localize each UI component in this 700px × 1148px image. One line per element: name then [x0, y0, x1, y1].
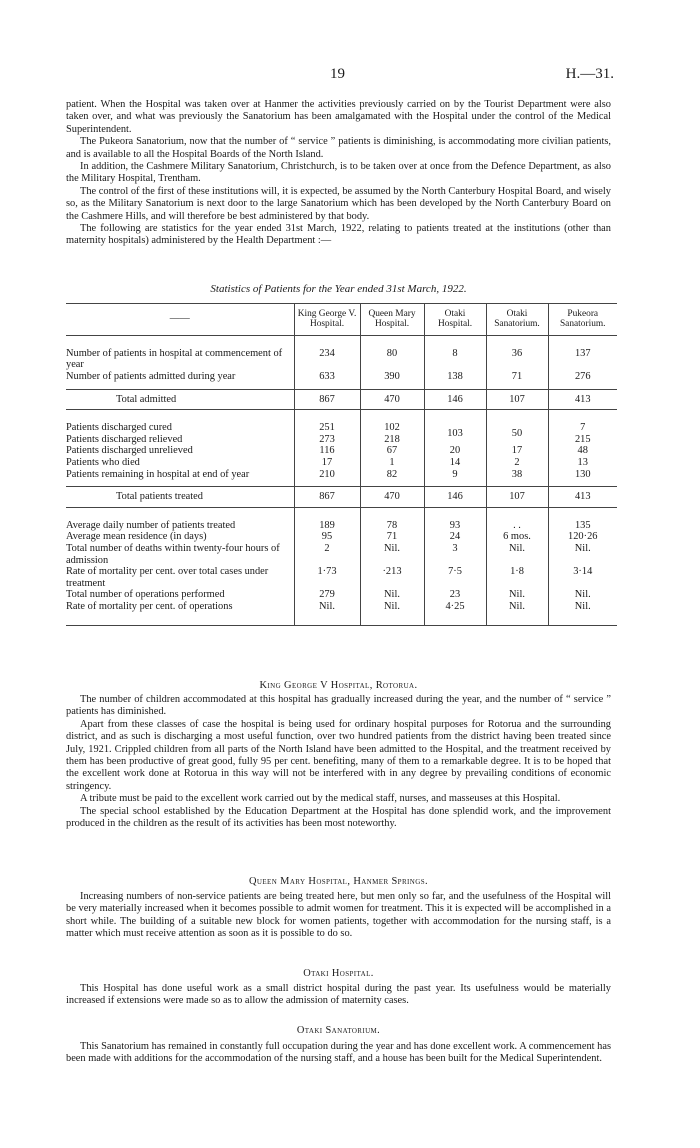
- column-header: Otaki Sanatorium.: [486, 304, 548, 336]
- cell: 20: [424, 445, 486, 457]
- cell: 116: [294, 445, 360, 457]
- section-text: [66, 694, 611, 830]
- table-row: [66, 531, 617, 543]
- cell: 867: [294, 389, 360, 410]
- row-label: Patients discharged relieved: [66, 433, 183, 445]
- cell: 93: [424, 520, 486, 532]
- table-corner: ——: [169, 313, 190, 325]
- cell: 8: [424, 348, 486, 371]
- row-label: Patients remaining in hospital at end of year: [66, 468, 250, 480]
- section-heading: King George V Hospital, Rotorua.: [259, 680, 418, 691]
- paragraph: The following are statistics for the year ended 31st March, 1922, relating to patients treated at the institutions (other than maternity hospitals) administered by the Health Department :—: [66, 223, 611, 247]
- table-row: [66, 422, 617, 434]
- cell: 1·73: [294, 566, 360, 589]
- cell: 390: [360, 371, 424, 389]
- paragraph: A tribute must be paid to the excellent work carried out by the medical staff, nurses, and masseuses at this Hospital.: [80, 793, 561, 805]
- table-row: [66, 469, 617, 487]
- column-header: Queen Mary Hospital.: [360, 304, 424, 336]
- cell: 146: [424, 487, 486, 508]
- table-row: [66, 348, 617, 371]
- table-caption: Statistics of Patients for the Year ended 31st March, 1922.: [210, 283, 467, 295]
- row-label: Patients who died: [66, 456, 140, 468]
- cell: . .: [486, 520, 548, 532]
- cell: Nil.: [360, 601, 424, 613]
- cell: 215: [548, 434, 617, 446]
- cell: 9: [424, 469, 486, 487]
- cell: 210: [294, 469, 360, 487]
- paragraph: patient. When the Hospital was taken over at Hanmer the activities previously carried on by the Tourist Department were also taken over, and what was previously the Sanatorium has been amalgamated with the Hospital under the control of the Medical Superintendent.: [66, 99, 611, 135]
- paragraph: Increasing numbers of non-service patients are being treated here, but men only so far, and the usefulness of the Hospital will be very materially increased when it becomes possible to admit women for treatment. This it is expected will be accomplished in a short while. The building of a suitable new block for women patients, together with accommodation for the nursing staff, is a matter which must receive attention as soon as it is possible to do so.: [66, 891, 611, 940]
- row-label: Rate of mortality per cent. of operations: [66, 600, 233, 612]
- cell: 135: [548, 520, 617, 532]
- paragraph: The special school established by the Education Department at the Hospital has done splendid work, and the improvement produced in the children as the result of its activities has been most noteworthy.: [66, 805, 611, 830]
- table-row: [66, 445, 617, 457]
- cell: 71: [486, 371, 548, 389]
- cell: 146: [424, 389, 486, 410]
- cell: 413: [548, 487, 617, 508]
- cell: Nil.: [486, 589, 548, 601]
- cell: 50: [486, 422, 548, 445]
- paragraph: This Hospital has done useful work as a small district hospital during the past year. Its usefulness would be materially increased if extensions were made so as to allow the admission of maternity cases.: [66, 983, 611, 1007]
- row-label: Rate of mortality per cent. over total cases under treatment: [66, 566, 269, 589]
- cell: Nil.: [294, 601, 360, 613]
- cell: 102: [360, 422, 424, 434]
- cell: 234: [294, 348, 360, 371]
- row-label: Average daily number of patients treated: [66, 519, 236, 531]
- cell: Nil.: [360, 589, 424, 601]
- cell: 867: [294, 487, 360, 508]
- cell: Nil.: [548, 543, 617, 566]
- row-label: Patients discharged cured: [66, 422, 172, 434]
- cell: 3: [424, 543, 486, 566]
- cell: 14: [424, 457, 486, 469]
- table-row-total: [66, 389, 617, 410]
- paragraph: In addition, the Cashmere Military Sanatorium, Christchurch, is to be taken over at once from the Defence Department, as also the Military Hospital, Trentham.: [66, 161, 611, 185]
- paragraph: Apart from these classes of case the hospital is being used for ordinary hospital purposes for Rotorua and the surrounding district, and as such is discharging a most useful function, over two hundred patients from the district having been treated since July, 1921. Crippled children from all parts of the North Island have been admitted to the Hospital, and the treatment received by them has been productive of great good, fully 95 per cent. benefiting, many of them to a remarkable degree. It is to be hoped that the excellent work done at Rotorua in this way will not be interfered with in any degree by prevailing conditions of economic stringency.: [66, 718, 611, 792]
- paragraph: The control of the first of these institutions will, it is expected, be assumed by the North Canterbury Hospital Board, and wisely so, as the Military Sanatorium is next door to the large Sanatorium which has been developed by the North Canterbury Board on the Cashmere Hills, and will therefore be best administered by that body.: [66, 185, 611, 222]
- cell: Nil.: [548, 601, 617, 613]
- cell: 2: [294, 543, 360, 566]
- paragraph: The Pukeora Sanatorium, now that the number of “ service ” patients is diminishing, is accommodating more civilian patients, and is available to all the Hospital Boards of the North Island.: [66, 136, 611, 160]
- section-heading: Otaki Hospital.: [303, 968, 374, 979]
- cell: 71: [360, 531, 424, 543]
- cell: 78: [360, 520, 424, 532]
- table-row: [66, 543, 617, 566]
- section-heading: Otaki Sanatorium.: [296, 1025, 381, 1036]
- cell: 633: [294, 371, 360, 389]
- cell: 7·5: [424, 566, 486, 589]
- cell: 120·26: [548, 531, 617, 543]
- cell: 413: [548, 389, 617, 410]
- cell: 251: [294, 422, 360, 434]
- row-label: Total admitted: [66, 389, 294, 410]
- cell: 2: [486, 457, 548, 469]
- section-heading: Queen Mary Hospital, Hanmer Springs.: [249, 876, 428, 887]
- table-row: [66, 566, 617, 589]
- table-row-total: [66, 487, 617, 508]
- cell: 6 mos.: [486, 531, 548, 543]
- intro-text: [66, 99, 611, 248]
- table-row: [66, 589, 617, 601]
- cell: 279: [294, 589, 360, 601]
- section-text: [66, 891, 611, 941]
- row-label: Patients discharged unrelieved: [66, 445, 193, 457]
- cell: 4·25: [424, 601, 486, 613]
- cell: 38: [486, 469, 548, 487]
- cell: 7: [548, 422, 617, 434]
- cell: 470: [360, 487, 424, 508]
- table-row: [66, 520, 617, 532]
- cell: ·213: [360, 566, 424, 589]
- paragraph: This Sanatorium has remained in constantly full occupation during the year and has done excellent work. A commencement has been made with additions for the accommodation of the nursing staff, and a house has been built for the Medical Superintendent.: [66, 1041, 611, 1065]
- cell: 17: [486, 445, 548, 457]
- statistics-table: [66, 303, 617, 626]
- cell: 13: [548, 457, 617, 469]
- cell: Nil.: [486, 543, 548, 566]
- cell: 130: [548, 469, 617, 487]
- cell: 3·14: [548, 566, 617, 589]
- section-text: [66, 983, 611, 1008]
- row-label: Total number of operations performed: [66, 589, 225, 601]
- cell: 189: [294, 520, 360, 532]
- cell: 95: [294, 531, 360, 543]
- table-row: [66, 601, 617, 613]
- cell: 48: [548, 445, 617, 457]
- cell: Nil.: [548, 589, 617, 601]
- table-row: [66, 457, 617, 469]
- row-label: Number of patients in hospital at commencement of year: [66, 347, 283, 371]
- cell: 17: [294, 457, 360, 469]
- page-number: 19: [330, 66, 345, 82]
- paragraph: The number of children accommodated at this hospital has gradually increased during the year, and the number of “ service ” patients has diminished.: [66, 694, 611, 718]
- row-label: Total number of deaths within twenty-four hours of admission: [66, 542, 280, 566]
- cell: 1·8: [486, 566, 548, 589]
- cell: 24: [424, 531, 486, 543]
- cell: 36: [486, 348, 548, 371]
- table-header-row: [66, 304, 617, 336]
- cell: 218: [360, 434, 424, 446]
- cell: 103: [424, 422, 486, 445]
- cell: 1: [360, 457, 424, 469]
- cell: 67: [360, 445, 424, 457]
- row-label: Average mean residence (in days): [66, 531, 207, 543]
- cell: 137: [548, 348, 617, 371]
- cell: 138: [424, 371, 486, 389]
- cell: Nil.: [486, 601, 548, 613]
- cell: 82: [360, 469, 424, 487]
- cell: 470: [360, 389, 424, 410]
- document-reference: H.—31.: [565, 66, 614, 82]
- column-header: King George V. Hospital.: [294, 304, 360, 336]
- row-label: Total patients treated: [66, 487, 294, 508]
- section-text: [66, 1041, 611, 1066]
- column-header: Otaki Hospital.: [424, 304, 486, 336]
- cell: 276: [548, 371, 617, 389]
- cell: Nil.: [360, 543, 424, 566]
- row-label: Number of patients admitted during year: [66, 371, 236, 382]
- cell: 80: [360, 348, 424, 371]
- cell: 107: [486, 389, 548, 410]
- column-header: Pukeora Sanatorium.: [548, 304, 617, 336]
- table-row: [66, 371, 617, 389]
- cell: 107: [486, 487, 548, 508]
- cell: 273: [294, 434, 360, 446]
- cell: 23: [424, 589, 486, 601]
